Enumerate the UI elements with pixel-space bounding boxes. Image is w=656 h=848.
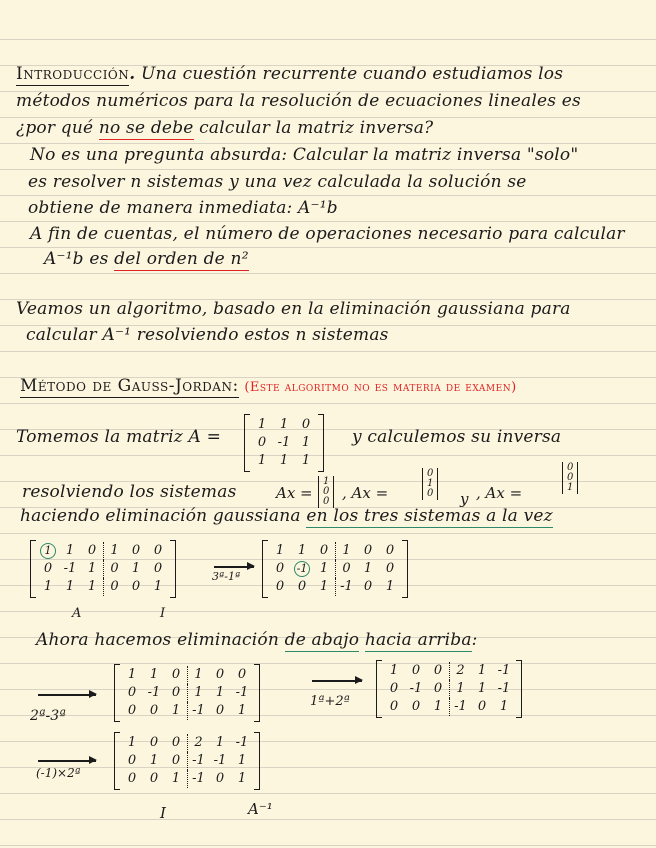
matrix-entry: -1 — [449, 698, 471, 716]
label-A-inverse: A⁻¹ — [248, 800, 273, 818]
method-line — [20, 376, 517, 398]
matrix-entry: 0 — [237, 667, 247, 682]
matrix-entry: 0 — [363, 579, 373, 594]
matrix-entry: 1 — [237, 771, 247, 786]
matrix-entry: 0 — [385, 543, 395, 558]
matrix-entry: 0 — [171, 753, 181, 768]
ax-label-2: , Ax = — [342, 484, 389, 502]
vector-entry: 1 — [567, 482, 574, 493]
matrix-entry: 1 — [237, 703, 247, 718]
matrix-entry: 1 — [171, 703, 181, 718]
matrix-entry: -1 — [213, 753, 227, 768]
matrix-entry: -1 — [187, 752, 209, 770]
method-note: (Este algoritmo no es materia de examen) — [244, 380, 517, 395]
augmented-matrix-3 — [114, 664, 260, 722]
intro-no-se-debe: no se debe — [98, 118, 194, 138]
matrix-A — [244, 414, 324, 472]
matrix-entry — [37, 542, 59, 560]
matrix-entry: 0 — [433, 681, 443, 696]
matrix-entry: 1 — [149, 753, 159, 768]
matrix-entry: 0 — [171, 685, 181, 700]
vector-entry: 0 — [427, 488, 434, 499]
intro-line-7: A fin de cuentas, el número de operaciones necesario para calcular — [30, 224, 625, 244]
tres-sistemas-text: en los tres sistemas a la vez — [306, 506, 553, 526]
matrix-entry: 1 — [153, 579, 163, 594]
intro-line-8-a: A⁻¹b es — [44, 249, 109, 269]
matrix-entry: -1 — [63, 561, 77, 576]
matrix-entry: 0 — [103, 560, 125, 578]
matrix-entry: 1 — [499, 699, 509, 714]
intro-line-6: obtiene de manera inmediata: A⁻¹b — [28, 198, 338, 218]
matrix-entry: 0 — [433, 663, 443, 678]
matrix-entry: -1 — [409, 681, 423, 696]
ahora-text: Ahora hacemos eliminación — [36, 630, 279, 650]
matrix-entry: 1 — [65, 543, 75, 558]
matrix-entry: -1 — [277, 435, 291, 450]
hacia-arriba-text: hacia arriba — [364, 630, 472, 650]
matrix-entry: 1 — [297, 543, 307, 558]
matrix-entry: 1 — [43, 579, 53, 594]
pivot-circle: -1 — [294, 561, 310, 577]
intro-orden-n2: del orden de n² — [114, 249, 249, 269]
matrix-entry: 0 — [215, 703, 225, 718]
matrix-entry: 1 — [257, 417, 267, 432]
y-text: y — [460, 490, 469, 508]
matrix-entry: 1 — [187, 684, 209, 702]
vector-entry: 0 — [567, 462, 574, 473]
matrix-entry: 0 — [319, 543, 329, 558]
matrix-entry: 0 — [335, 560, 357, 578]
arrow-op1 — [214, 566, 254, 568]
matrix-entry: 0 — [275, 561, 285, 576]
matrix-entry: 0 — [153, 543, 163, 558]
matrix-entry: 0 — [171, 735, 181, 750]
augmented-matrix-1 — [30, 540, 176, 598]
intro-line-5: es resolver n sistemas y una vez calculada la solución se — [28, 172, 527, 192]
intro-line-3-a: ¿por qué — [16, 118, 94, 138]
arrow-op4 — [38, 760, 96, 762]
matrix-entry: 0 — [411, 663, 421, 678]
matrix-entry: -1 — [187, 770, 209, 788]
matrix-entry: -1 — [497, 663, 511, 678]
vector-e3 — [562, 462, 578, 494]
vector-entry: 0 — [567, 472, 574, 483]
arrow-op2 — [38, 694, 96, 696]
matrix-entry: 1 — [319, 561, 329, 576]
para2-line-1: Veamos un algoritmo, basado en la eliminación gaussiana para — [16, 299, 571, 319]
matrix-entry: 1 — [433, 699, 443, 714]
matrix-entry: 0 — [149, 735, 159, 750]
vector-entry: 0 — [323, 496, 330, 507]
label-I: I — [160, 606, 166, 621]
matrix-entry: 0 — [257, 435, 267, 450]
matrix-entry: 0 — [477, 699, 487, 714]
matrix-entry: 1 — [477, 681, 487, 696]
matrix-entry: -1 — [497, 681, 511, 696]
augmented-matrix-2 — [262, 540, 408, 598]
matrix-entry: -1 — [335, 578, 357, 596]
intro-line-3-c: calcular la matriz inversa? — [199, 118, 434, 138]
op4-label: (-1)×2ª — [36, 766, 81, 780]
matrix-entry: 1 — [335, 542, 357, 560]
matrix-entry: 1 — [301, 435, 311, 450]
matrix-entry: 0 — [43, 561, 53, 576]
calculemos-text: y calculemos su inversa — [352, 427, 562, 447]
intro-line-3 — [16, 118, 433, 138]
intro-line-8 — [44, 249, 249, 269]
matrix-entry: 0 — [389, 699, 399, 714]
matrix-entry: 0 — [103, 578, 125, 596]
resolviendo-text: resolviendo los sistemas — [22, 482, 237, 502]
matrix-entry: -1 — [235, 735, 249, 750]
matrix-entry: 1 — [187, 666, 209, 684]
matrix-entry: 1 — [275, 543, 285, 558]
matrix-entry: 1 — [87, 579, 97, 594]
matrix-entry: 1 — [319, 579, 329, 594]
haciendo-line — [20, 506, 553, 526]
vector-entry: 0 — [427, 468, 434, 479]
matrix-entry: 1 — [301, 453, 311, 468]
matrix-entry: -1 — [147, 685, 161, 700]
matrix-entry: 2 — [187, 734, 209, 752]
matrix-entry: -1 — [235, 685, 249, 700]
matrix-entry: 0 — [215, 667, 225, 682]
tomemos-text: Tomemos la matriz A = — [16, 427, 222, 447]
matrix-entry: 0 — [87, 543, 97, 558]
matrix-entry: 1 — [363, 561, 373, 576]
method-title: Método de Gauss-Jordan: — [20, 376, 239, 396]
intro-line-2: métodos numéricos para la resolución de ecuaciones lineales es — [16, 91, 581, 111]
ax-label-3: , Ax = — [476, 484, 523, 502]
intro-heading: Introducción — [16, 64, 130, 84]
matrix-entry: 1 — [257, 453, 267, 468]
matrix-entry: 2 — [449, 662, 471, 680]
matrix-entry: 0 — [131, 543, 141, 558]
augmented-matrix-4 — [376, 660, 522, 718]
matrix-entry: 1 — [65, 579, 75, 594]
matrix-entry: 0 — [127, 771, 137, 786]
matrix-entry: 0 — [131, 579, 141, 594]
para2-line-2: calcular A⁻¹ resolviendo estos n sistemas — [26, 325, 389, 345]
matrix-entry: 0 — [127, 685, 137, 700]
matrix-entry: 1 — [389, 663, 399, 678]
matrix-entry: 0 — [363, 543, 373, 558]
vector-e2 — [422, 468, 438, 500]
matrix-entry: 1 — [149, 667, 159, 682]
matrix-entry: 1 — [127, 735, 137, 750]
ahora-line — [36, 630, 478, 650]
matrix-entry: 0 — [301, 417, 311, 432]
matrix-entry: 1 — [171, 771, 181, 786]
matrix-entry: 0 — [297, 579, 307, 594]
augmented-matrix-5 — [114, 732, 260, 790]
matrix-entry: 1 — [127, 667, 137, 682]
matrix-entry: 0 — [149, 703, 159, 718]
intro-line-1-rest: Una cuestión recurrente cuando estudiamos los — [141, 64, 564, 84]
matrix-entry: 0 — [171, 667, 181, 682]
matrix-entry: 1 — [215, 735, 225, 750]
matrix-entry: -1 — [187, 702, 209, 720]
matrix-entry: 1 — [237, 753, 247, 768]
haciendo-text: haciendo eliminación gaussiana — [20, 506, 301, 526]
intro-line-1: Introducción. Una cuestión recurrente cuando estudiamos los — [16, 64, 564, 84]
matrix-entry: 1 — [477, 663, 487, 678]
matrix-entry: 0 — [215, 771, 225, 786]
matrix-entry: 0 — [275, 579, 285, 594]
label-A: A — [72, 606, 82, 621]
matrix-entry: 1 — [449, 680, 471, 698]
matrix-entry: 1 — [215, 685, 225, 700]
matrix-entry: 0 — [385, 561, 395, 576]
op2-label: 2ª-3ª — [30, 708, 66, 724]
vector-entry: 1 — [323, 476, 330, 487]
matrix-entry: 0 — [153, 561, 163, 576]
matrix-entry: 0 — [389, 681, 399, 696]
ax-label-1: Ax = — [276, 484, 313, 502]
matrix-entry: 1 — [103, 542, 125, 560]
de-abajo-text: de abajo — [284, 630, 360, 650]
op1-label: 3ª-1ª — [212, 570, 241, 583]
vector-entry: 0 — [323, 486, 330, 497]
matrix-entry: 0 — [149, 771, 159, 786]
vector-entry: 1 — [427, 478, 434, 489]
matrix-entry: 0 — [411, 699, 421, 714]
colon: : — [471, 630, 478, 650]
matrix-entry: 1 — [87, 561, 97, 576]
label-I-final: I — [160, 804, 166, 822]
matrix-entry: 1 — [385, 579, 395, 594]
intro-line-4: No es una pregunta absurda: Calcular la matriz inversa "solo" — [30, 145, 579, 165]
matrix-entry: 1 — [279, 453, 289, 468]
matrix-entry: 0 — [127, 753, 137, 768]
op3-label: 1ª+2ª — [310, 694, 350, 709]
pivot-circle: 1 — [40, 543, 56, 559]
vector-e1 — [318, 476, 334, 508]
matrix-entry — [291, 560, 313, 578]
arrow-op3 — [312, 680, 362, 682]
matrix-entry: 0 — [127, 703, 137, 718]
matrix-entry: 1 — [279, 417, 289, 432]
matrix-entry: 1 — [131, 561, 141, 576]
